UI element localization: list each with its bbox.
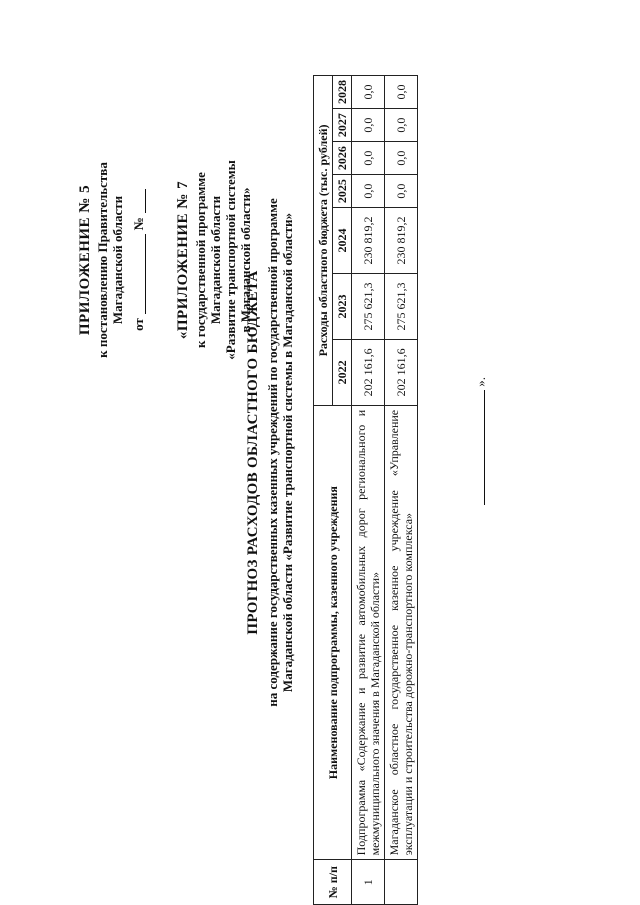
closing-rule	[470, 390, 485, 505]
header-year: 2022	[333, 339, 352, 405]
row-value: 275 621,3	[385, 274, 418, 340]
date-blank	[133, 234, 146, 314]
number-blank	[133, 189, 146, 213]
prev-appendix-line: в Магаданской области»	[238, 187, 253, 333]
row-value: 230 819,2	[385, 208, 418, 274]
heading-subtitle: на содержание государственных казенных учреждений по государственной программе	[265, 198, 280, 707]
row-value: 0,0	[352, 142, 385, 175]
prev-appendix-line: «Развитие транспортной системы	[223, 160, 238, 360]
header-year: 2023	[333, 274, 352, 340]
row-value: 202 161,6	[385, 339, 418, 405]
row-value: 0,0	[352, 109, 385, 142]
row-value: 0,0	[385, 109, 418, 142]
budget-table	[313, 75, 418, 905]
row-value: 202 161,6	[352, 339, 385, 405]
row-value: 0,0	[385, 76, 418, 109]
table-header-row	[314, 76, 333, 905]
prev-appendix-line: к государственной программе	[193, 172, 208, 348]
row-value: 275 621,3	[352, 274, 385, 340]
header-year: 2027	[333, 109, 352, 142]
header-year: 2025	[333, 175, 352, 208]
document-heading	[246, 0, 295, 905]
row-value: 0,0	[352, 76, 385, 109]
header-year: 2026	[333, 142, 352, 175]
closing-mark	[470, 355, 489, 505]
appendix-line: Магаданской области	[110, 195, 125, 325]
date-number-line	[131, 110, 146, 410]
appendix-title: ПРИЛОЖЕНИЕ № 5	[77, 184, 93, 336]
header-name: Наименование подпрограммы, казенного учреждения	[314, 405, 352, 860]
header-expenses: Расходы областного бюджета (тыс. рублей)	[314, 76, 333, 406]
closing-quote: ».	[473, 377, 488, 387]
table-row	[352, 76, 385, 905]
table-row	[385, 76, 418, 905]
header-num: № п/п	[314, 860, 352, 905]
row-value: 0,0	[385, 175, 418, 208]
number-prefix: №	[131, 217, 146, 231]
header-year: 2024	[333, 208, 352, 274]
header-year: 2028	[333, 76, 352, 109]
row-num	[385, 860, 418, 905]
row-name: Магаданское областное государственное казенное учреждение «Управление эксплуатации и строительства дорожно-транспортного комплекса»	[385, 405, 418, 860]
heading-title: ПРОГНОЗ РАСХОДОВ ОБЛАСТНОГО БЮДЖЕТА	[245, 270, 261, 635]
row-num: 1	[352, 860, 385, 905]
appendix-line: к постановлению Правительства	[95, 162, 110, 358]
date-prefix: от	[131, 318, 146, 331]
row-value: 0,0	[385, 142, 418, 175]
prev-appendix-title: «ПРИЛОЖЕНИЕ № 7	[175, 180, 191, 340]
heading-subtitle: Магаданской области «Развитие транспортной системы в Магаданской области»	[280, 212, 295, 693]
row-name: Подпрограмма «Содержание и развитие автомобильных дорог регионального и межмуниципального значения в Магаданской области»	[352, 405, 385, 860]
row-value: 0,0	[352, 175, 385, 208]
appendix-block	[78, 110, 253, 410]
prev-appendix-line: Магаданской области	[208, 195, 223, 325]
row-value: 230 819,2	[352, 208, 385, 274]
